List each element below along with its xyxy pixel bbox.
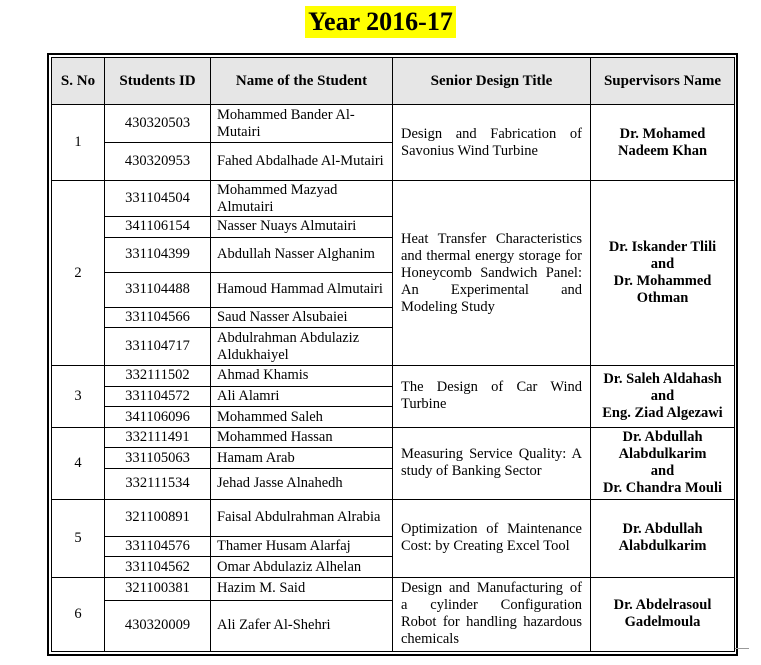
table-row	[52, 181, 735, 217]
serial-number: 6	[52, 577, 105, 651]
student-id: 331104562	[105, 557, 211, 578]
supervisor-line: and	[650, 463, 675, 480]
student-name: Thamer Husam Alarfaj	[211, 536, 393, 557]
corner-mark	[735, 648, 749, 649]
student-id: 331104717	[105, 328, 211, 366]
supervisor-line: Dr. Abdullah	[622, 521, 703, 538]
projects-table	[51, 57, 735, 652]
student-name: Mohammed Bander Al-Mutairi	[211, 105, 393, 143]
serial-number: 3	[52, 366, 105, 428]
supervisors	[591, 427, 735, 499]
header-supervisors: Supervisors Name	[591, 58, 735, 105]
table-frame	[47, 53, 738, 656]
header-design-title: Senior Design Title	[393, 58, 591, 105]
student-id: 430320953	[105, 143, 211, 181]
student-id: 332111534	[105, 468, 211, 499]
student-name: Omar Abdulaziz Alhelan	[211, 557, 393, 578]
supervisors	[591, 577, 735, 651]
student-name: Fahed Abdalhade Al-Mutairi	[211, 143, 393, 181]
supervisor-line: Othman	[636, 290, 689, 307]
supervisor-line: Alabdulkarim	[618, 446, 707, 463]
student-name: Jehad Jasse Alnahedh	[211, 468, 393, 499]
design-title: Optimization of Maintenance Cost: by Creating Excel Tool	[393, 499, 591, 577]
student-id: 430320009	[105, 600, 211, 652]
student-id: 430320503	[105, 105, 211, 143]
header-name: Name of the Student	[211, 58, 393, 105]
supervisor-line: Dr. Mohamed	[619, 125, 706, 142]
student-id: 341106096	[105, 407, 211, 428]
student-name: Faisal Abdulrahman Alrabia	[211, 499, 393, 536]
serial-number: 1	[52, 105, 105, 181]
serial-number: 4	[52, 427, 105, 499]
student-name: Saud Nasser Alsubaiei	[211, 307, 393, 328]
supervisors	[591, 366, 735, 428]
serial-number: 5	[52, 499, 105, 577]
student-name: Ali Alamri	[211, 386, 393, 407]
title-wrap	[0, 6, 761, 38]
student-id: 332111491	[105, 427, 211, 448]
table-row	[52, 366, 735, 387]
supervisors	[591, 181, 735, 366]
student-id: 331104399	[105, 237, 211, 272]
student-name: Abdulrahman Abdulaziz Aldukhaiyel	[211, 328, 393, 366]
student-id: 321100891	[105, 499, 211, 536]
design-title: The Design of Car Wind Turbine	[393, 366, 591, 428]
student-id: 331104504	[105, 181, 211, 217]
student-name: Ali Zafer Al-Shehri	[211, 600, 393, 652]
student-id: 332111502	[105, 366, 211, 387]
supervisor-line: Nadeem Khan	[617, 142, 708, 159]
supervisor-line: Dr. Iskander Tlili	[608, 239, 717, 256]
supervisor-line: Dr. Mohammed	[613, 273, 712, 290]
design-title: Heat Transfer Characteristics and thermal energy storage for Honeycomb Sandwich Panel: An Experimental and Modeling Study	[393, 181, 591, 366]
supervisor-line: Gadelmoula	[624, 614, 701, 631]
header-student-id: Students ID	[105, 58, 211, 105]
design-title: Design and Manufacturing of a cylinder Configuration Robot for handling hazardous chemicals	[393, 577, 591, 651]
student-id: 331104576	[105, 536, 211, 557]
header-row	[52, 58, 735, 105]
supervisor-line: Dr. Abdelrasoul	[613, 597, 712, 614]
student-id: 341106154	[105, 217, 211, 238]
student-id: 331104572	[105, 386, 211, 407]
student-name: Ahmad Khamis	[211, 366, 393, 387]
serial-number: 2	[52, 181, 105, 366]
table-body	[52, 105, 735, 652]
table-row	[52, 105, 735, 143]
student-name: Mohammed Hassan	[211, 427, 393, 448]
supervisor-line: Alabdulkarim	[618, 538, 707, 555]
student-name: Hamam Arab	[211, 448, 393, 469]
supervisor-line: and	[650, 256, 675, 273]
student-name: Hamoud Hammad Almutairi	[211, 272, 393, 307]
design-title: Measuring Service Quality: A study of Banking Sector	[393, 427, 591, 499]
supervisor-line: Eng. Ziad Algezawi	[602, 404, 723, 421]
table-row	[52, 577, 735, 600]
table-row	[52, 427, 735, 448]
supervisor-line: Dr. Saleh Aldahash	[603, 370, 722, 387]
header-sno: S. No	[52, 58, 105, 105]
student-name: Abdullah Nasser Alghanim	[211, 237, 393, 272]
supervisors	[591, 105, 735, 181]
student-id: 331104566	[105, 307, 211, 328]
table-row	[52, 499, 735, 536]
student-name: Mohammed Saleh	[211, 407, 393, 428]
student-id: 321100381	[105, 577, 211, 600]
student-name: Mohammed Mazyad Almutairi	[211, 181, 393, 217]
supervisor-line: Dr. Chandra Mouli	[602, 480, 723, 497]
design-title: Design and Fabrication of Savonius Wind Turbine	[393, 105, 591, 181]
student-name: Hazim M. Said	[211, 577, 393, 600]
page-title: Year 2016-17	[305, 6, 456, 38]
student-id: 331104488	[105, 272, 211, 307]
supervisor-line: Dr. Abdullah	[622, 429, 703, 446]
student-id: 331105063	[105, 448, 211, 469]
student-name: Nasser Nuays Almutairi	[211, 217, 393, 238]
supervisor-line: and	[650, 387, 675, 404]
supervisors	[591, 499, 735, 577]
